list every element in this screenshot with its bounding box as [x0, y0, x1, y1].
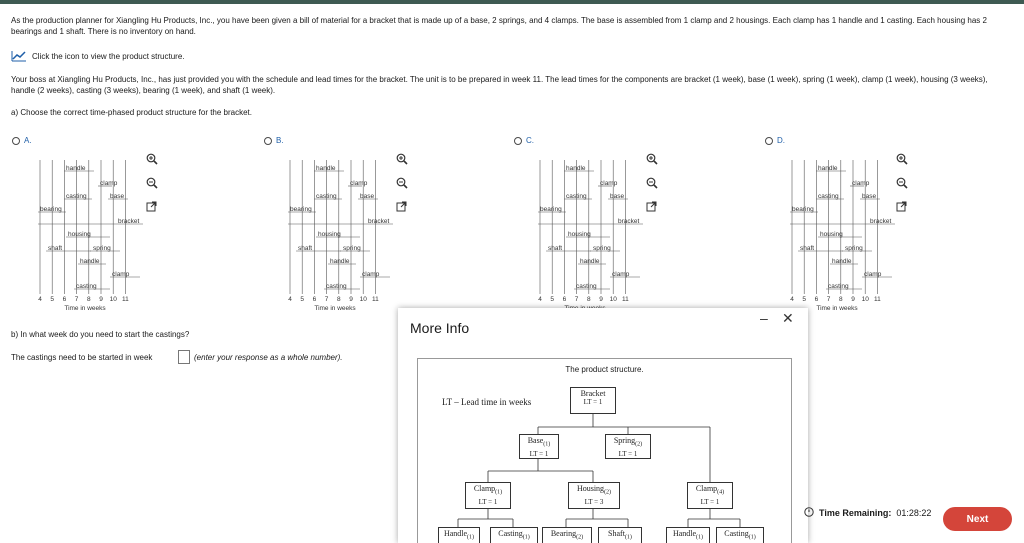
option-c-label: C.: [526, 136, 534, 145]
component-label-shaft: shaft: [48, 245, 63, 252]
component-label-bearing: bearing: [40, 206, 62, 213]
week-tick-6: 6: [814, 296, 819, 303]
node-shaft-qty: (1): [624, 534, 632, 541]
component-label-clamp2: clamp: [112, 271, 130, 278]
node-casting-b-qty: (1): [748, 534, 756, 541]
view-structure-link[interactable]: [11, 50, 185, 62]
node-bearing: [542, 527, 592, 543]
node-clamp-b-qty: (4): [717, 489, 725, 496]
node-casting-a-qty: (1): [522, 534, 530, 541]
x-axis-label: Time in weeks: [816, 305, 858, 312]
option-d-radio[interactable]: [765, 137, 773, 145]
more-info-title: More Info: [410, 320, 470, 336]
option-b-label: B.: [276, 136, 284, 145]
node-bracket-name: Bracket: [580, 389, 606, 398]
structure-title: The product structure.: [565, 365, 644, 374]
option-d-chart: [790, 160, 890, 310]
component-label-bracket: bracket: [618, 218, 640, 225]
week-tick-7: 7: [74, 296, 79, 303]
week-tick-10: 10: [359, 296, 367, 303]
component-label-casting2: casting: [828, 283, 849, 290]
component-label-handle2: handle: [580, 258, 600, 265]
minimize-button[interactable]: –: [760, 310, 768, 326]
node-clamp-base: [465, 482, 511, 509]
component-label-clamp2: clamp: [362, 271, 380, 278]
problem-intro: As the production planner for Xiangling Hu Products, Inc., you have been given a bill of material for a bracket that is made up of a base, 2 springs, and 4 clamps. The base is assembled from 1 clamp and 2 housings. Each clamp has 1 handle and 1 casting. Each housing has 2 bearings and 1 shaft. There is no inventory on hand.: [11, 16, 987, 36]
zoom-out-icon[interactable]: [396, 177, 408, 189]
product-structure-figure: [417, 358, 792, 543]
node-base-lt: LT = 1: [529, 449, 549, 458]
week-tick-10: 10: [861, 296, 869, 303]
component-label-handle2: handle: [330, 258, 350, 265]
component-label-casting1: casting: [566, 193, 587, 200]
node-clamp-a-name: Clamp: [473, 484, 496, 493]
component-label-housing: housing: [68, 231, 91, 238]
close-button[interactable]: ✕: [782, 310, 794, 326]
option-a-chart: [38, 160, 138, 310]
component-label-clamp1: clamp: [600, 180, 618, 187]
node-spring: [605, 434, 651, 459]
component-label-base: base: [610, 193, 625, 200]
week-tick-5: 5: [550, 296, 555, 303]
option-a-radio[interactable]: [12, 137, 20, 145]
timer-icon: [804, 507, 814, 519]
node-base-name: Base: [527, 436, 544, 445]
week-tick-6: 6: [62, 296, 67, 303]
component-label-shaft: shaft: [298, 245, 313, 252]
week-tick-9: 9: [851, 296, 855, 303]
option-b[interactable]: [264, 136, 284, 145]
part-a-question: a) Choose the correct time-phased product structure for the bracket.: [11, 108, 253, 117]
week-tick-5: 5: [802, 296, 807, 303]
zoom-out-icon[interactable]: [896, 177, 908, 189]
node-bracket: [570, 387, 616, 414]
view-structure-text[interactable]: Click the icon to view the product structure.: [32, 51, 185, 61]
node-shaft-name: Shaft: [608, 529, 625, 538]
zoom-in-icon[interactable]: [896, 153, 908, 165]
component-label-bracket: bracket: [368, 218, 390, 225]
component-label-base: base: [110, 193, 125, 200]
component-label-handle1: handle: [66, 165, 86, 172]
component-label-clamp1: clamp: [350, 180, 368, 187]
week-tick-4: 4: [538, 296, 542, 303]
option-c-radio[interactable]: [514, 137, 522, 145]
component-label-clamp1: clamp: [100, 180, 118, 187]
week-tick-8: 8: [336, 296, 341, 303]
week-tick-6: 6: [562, 296, 567, 303]
week-tick-7: 7: [826, 296, 831, 303]
component-label-casting1: casting: [818, 193, 839, 200]
node-shaft: [598, 527, 642, 543]
node-spring-name: Spring: [613, 436, 636, 445]
option-a-label: A.: [24, 136, 32, 145]
component-label-housing: housing: [568, 231, 591, 238]
option-b-chart: [288, 160, 388, 310]
week-tick-11: 11: [372, 296, 379, 303]
week-tick-8: 8: [838, 296, 843, 303]
timer-label: Time Remaining:: [819, 508, 892, 518]
component-label-bracket: bracket: [870, 218, 892, 225]
component-label-handle2: handle: [80, 258, 100, 265]
node-casting-b-name: Casting: [724, 529, 749, 538]
x-axis-label: Time in weeks: [64, 305, 106, 312]
node-base: [519, 434, 559, 459]
week-tick-10: 10: [109, 296, 117, 303]
component-label-bracket: bracket: [118, 218, 140, 225]
component-label-base: base: [862, 193, 877, 200]
time-phased-structure: [790, 160, 890, 310]
node-clamp-b-name: Clamp: [695, 484, 718, 493]
time-phased-structure: [538, 160, 638, 310]
node-casting-b: [716, 527, 764, 543]
week-tick-4: 4: [790, 296, 794, 303]
part-b-question: b) In what week do you need to start the castings?: [11, 330, 190, 339]
timer-value: 01:28:22: [896, 508, 932, 518]
component-label-casting1: casting: [316, 193, 337, 200]
component-label-clamp2: clamp: [864, 271, 882, 278]
open-new-window-icon[interactable]: [896, 201, 907, 212]
zoom-in-icon[interactable]: [646, 153, 658, 165]
component-label-handle1: handle: [566, 165, 586, 172]
node-housing-name: Housing: [576, 484, 605, 493]
node-handle-a-name: Handle: [443, 529, 468, 538]
component-label-bearing: bearing: [792, 206, 814, 213]
node-handle-b-name: Handle: [672, 529, 697, 538]
component-label-bearing: bearing: [540, 206, 562, 213]
open-new-window-icon[interactable]: [646, 201, 657, 212]
part-b-prompt: The castings need to be started in week: [11, 353, 153, 362]
week-tick-5: 5: [50, 296, 55, 303]
more-info-dialog: [398, 308, 808, 543]
node-clamp-a-lt: LT = 1: [478, 497, 498, 506]
zoom-out-icon[interactable]: [646, 177, 658, 189]
node-clamp-bracket: [687, 482, 733, 509]
node-casting-a: [490, 527, 538, 543]
part-b-hint: (enter your response as a whole number).: [194, 353, 343, 362]
schedule-text: Your boss at Xiangling Hu Products, Inc., has just provided you with the schedule and lead times for the bracket. The unit is to be prepared in week 11. The lead times for the components are bracket (1 week), base (1 week), spring (1 week), clamp (1 week), housing (3 weeks), handle (2 weeks), casting (3 weeks), bearing (1 week), and shaft (1 week).: [11, 75, 988, 95]
open-new-window-icon[interactable]: [146, 201, 157, 212]
node-clamp-b-lt: LT = 1: [700, 497, 720, 506]
zoom-in-icon[interactable]: [396, 153, 408, 165]
node-housing-lt: LT = 3: [584, 497, 604, 506]
week-tick-9: 9: [99, 296, 103, 303]
week-tick-11: 11: [622, 296, 629, 303]
node-clamp-a-qty: (1): [495, 489, 503, 496]
time-phased-structure: [288, 160, 388, 310]
node-handle-b-qty: (1): [696, 534, 704, 541]
component-label-clamp1: clamp: [852, 180, 870, 187]
option-a[interactable]: [12, 136, 32, 145]
x-axis-label: Time in weeks: [314, 305, 356, 312]
component-label-housing: housing: [318, 231, 341, 238]
component-label-spring: spring: [343, 245, 361, 252]
component-label-handle2: handle: [832, 258, 852, 265]
option-d[interactable]: [765, 136, 785, 145]
node-bearing-qty: (2): [576, 534, 584, 541]
component-label-casting1: casting: [66, 193, 87, 200]
node-spring-lt: LT = 1: [618, 449, 638, 458]
component-label-clamp2: clamp: [612, 271, 630, 278]
week-tick-8: 8: [586, 296, 591, 303]
time-phased-structure: [38, 160, 138, 310]
node-housing-qty: (2): [604, 489, 612, 496]
week-tick-7: 7: [324, 296, 329, 303]
component-label-handle1: handle: [316, 165, 336, 172]
top-accent-bar: [0, 0, 1024, 4]
week-tick-10: 10: [609, 296, 617, 303]
week-tick-11: 11: [874, 296, 881, 303]
option-c[interactable]: [514, 136, 534, 145]
component-label-casting2: casting: [76, 283, 97, 290]
component-label-base: base: [360, 193, 375, 200]
node-spring-qty: (2): [635, 441, 643, 448]
component-label-bearing: bearing: [290, 206, 312, 213]
node-handle-b: [666, 527, 710, 543]
week-tick-9: 9: [599, 296, 603, 303]
component-label-spring: spring: [93, 245, 111, 252]
component-label-shaft: shaft: [548, 245, 563, 252]
lead-time-legend: LT – Lead time in weeks: [442, 397, 532, 407]
node-handle-a-qty: (1): [467, 534, 475, 541]
chart-line-icon[interactable]: [11, 50, 27, 62]
option-d-label: D.: [777, 136, 785, 145]
week-tick-4: 4: [38, 296, 42, 303]
week-tick-11: 11: [122, 296, 129, 303]
component-label-casting2: casting: [576, 283, 597, 290]
week-tick-7: 7: [574, 296, 579, 303]
component-label-spring: spring: [845, 245, 863, 252]
week-tick-6: 6: [312, 296, 317, 303]
week-tick-8: 8: [86, 296, 91, 303]
component-label-housing: housing: [820, 231, 843, 238]
zoom-in-icon[interactable]: [146, 153, 158, 165]
component-label-shaft: shaft: [800, 245, 815, 252]
castings-week-input[interactable]: [178, 350, 190, 364]
component-label-casting2: casting: [326, 283, 347, 290]
node-base-qty: (1): [543, 441, 551, 448]
next-button[interactable]: Next: [943, 507, 1012, 531]
node-bearing-name: Bearing: [550, 529, 577, 538]
node-handle-a: [438, 527, 480, 543]
time-remaining: [804, 507, 931, 519]
option-c-chart: [538, 160, 638, 310]
zoom-out-icon[interactable]: [146, 177, 158, 189]
component-label-handle1: handle: [818, 165, 838, 172]
option-b-radio[interactable]: [264, 137, 272, 145]
node-casting-a-name: Casting: [498, 529, 523, 538]
component-label-spring: spring: [593, 245, 611, 252]
week-tick-9: 9: [349, 296, 353, 303]
week-tick-4: 4: [288, 296, 292, 303]
node-housing: [568, 482, 620, 509]
week-tick-5: 5: [300, 296, 305, 303]
open-new-window-icon[interactable]: [396, 201, 407, 212]
node-bracket-lt: LT = 1: [583, 398, 603, 406]
